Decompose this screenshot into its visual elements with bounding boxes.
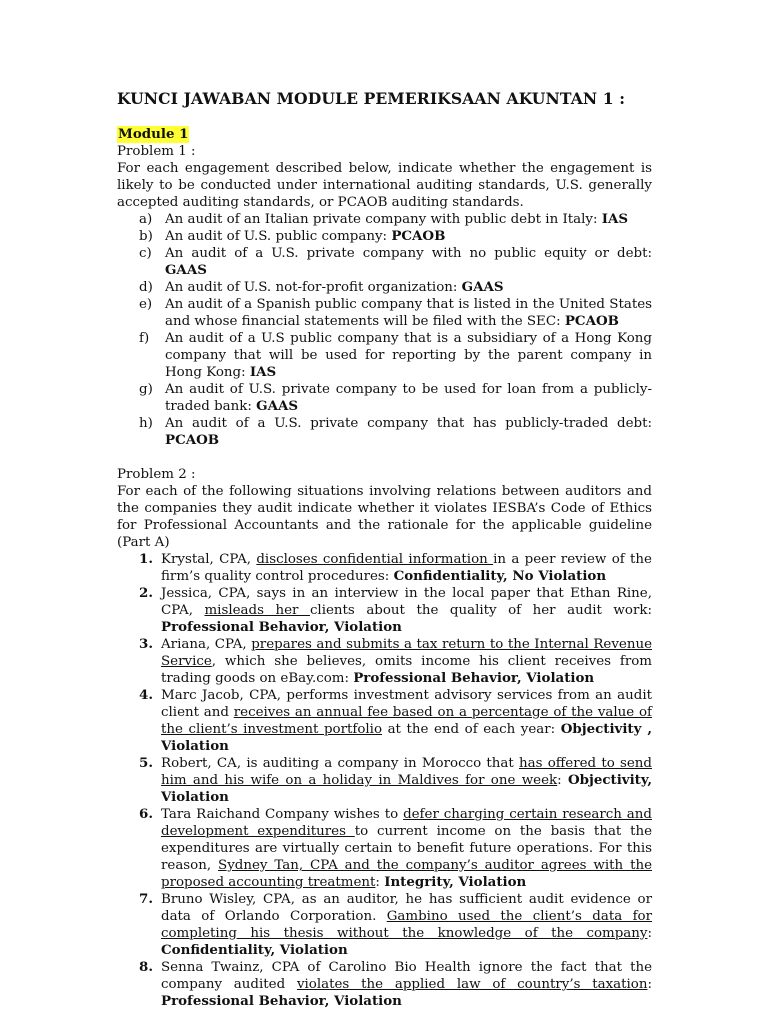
item-text: An audit of U.S. private company to be used for loan from a publicly-traded bank: [165,382,652,414]
list-item [117,636,652,687]
list-marker: 3. [139,636,153,652]
item-text: to current income on the basis that the expenditures are virtually certain to benefit future operations. For this reason, [161,824,653,873]
list-marker: 7. [139,891,153,907]
item-answer: GAAS [165,262,207,278]
item-answer: GAAS [461,279,504,295]
item-answer: Objectivity, Violation [161,772,652,805]
problem1-heading: Problem 1 : [117,144,196,159]
item-text: at the end of each year: [382,722,561,737]
list-item [117,806,652,891]
item-answer: IAS [601,211,629,227]
item-text: Bruno Wisley, CPA, as an auditor, he has sufficient audit evidence or data of Orlando Corporation. [161,892,652,924]
item-text: : [557,773,568,788]
underlined-phrase: violates the applied law of country’s taxation [296,977,648,992]
item-text: An audit of U.S. not-for-profit organization: [165,280,462,295]
problem2-list [117,551,652,1010]
problem1-list [117,211,652,449]
list-item [117,415,652,449]
problem2-heading: Problem 2 : [117,467,196,482]
list-marker: 6. [139,806,153,822]
item-text: : [375,875,385,890]
item-text: An audit of a U.S. private company that has publicly-traded debt: [165,416,652,431]
list-marker: b) [139,229,153,244]
underlined-phrase: discloses confidential information [256,552,494,567]
item-text: Robert, CA, is auditing a company in Morocco that [161,756,519,771]
item-text: Jessica, CPA, says in an interview in the local paper that Ethan Rine, CPA, [161,586,652,618]
list-marker: 2. [139,585,153,601]
underlined-phrase: defer charging certain research and development expenditures [161,807,652,839]
item-answer: Professional Behavior, Violation [161,993,402,1009]
item-answer: IAS [249,364,277,380]
item-text: An audit of a U.S. private company with no public equity or debt: [165,246,652,261]
list-marker: a) [139,212,153,227]
item-answer: PCAOB [391,228,446,244]
list-marker: 1. [139,551,153,567]
list-item [117,245,652,279]
item-answer: Professional Behavior, Violation [353,670,595,686]
list-item [117,959,652,1010]
item-answer: Confidentiality, Violation [161,942,348,958]
list-item [117,330,652,381]
item-text: Senna Twainz, CPA of Carolino Bio Health ignore the fact that the company audited [161,960,652,992]
item-text: Ariana, CPA, [161,637,252,652]
list-item [117,585,652,636]
item-text: clients about the quality of her audit work: [309,603,652,618]
list-marker: 5. [139,755,153,771]
item-answer: Professional Behavior, Violation [161,619,402,635]
underlined-phrase: receives an annual fee based on a percentage of the value of the client’s investment portfolio [161,705,653,737]
list-item [117,228,652,245]
list-marker: 4. [139,687,153,703]
list-marker: g) [139,382,153,397]
problem2-intro: For each of the following situations involving relations between auditors and the companies they audit indicate whether it violates IESBA’s Code of Ethics for Professional Accountants and the rationale for the applicable guideline (Part A) [117,484,652,550]
item-text: Krystal, CPA, [161,552,257,567]
module-heading [117,126,652,143]
list-item [117,551,652,585]
document-title: KUNCI JAWABAN MODULE PEMERIKSAAN AKUNTAN 1 : [117,89,626,108]
list-item [117,687,652,755]
item-text: Marc Jacob, CPA, performs investment advisory services from an audit client and [161,688,652,720]
item-answer: PCAOB [165,432,220,448]
item-text: Tara Raichand Company wishes to [161,807,404,822]
item-text: An audit of a U.S public company that is a subsidiary of a Hong Kong company that will be used for reporting by the parent company in Hong Kong: [165,331,652,380]
list-item [117,279,652,296]
document-body [117,89,652,1010]
list-item [117,211,652,228]
underlined-phrase: Gambino used the client’s data for completing his thesis without the knowledge of the company [161,909,652,941]
item-text: : [647,926,652,941]
item-text: An audit of a Spanish public company that is listed in the United States and whose financial statements will be filed with the SEC: [165,297,652,329]
list-marker: e) [139,297,153,312]
list-marker: h) [139,416,153,431]
list-item [117,296,652,330]
item-text: : [647,977,653,992]
item-answer: Objectivity , Violation [161,721,652,754]
underlined-phrase: has offered to send him and his wife on a holiday in Maldives for one week [161,756,652,788]
item-answer: GAAS [256,398,299,414]
list-item [117,891,652,959]
item-text: in a peer review of the firm’s quality control procedures: [161,552,652,584]
underlined-phrase: prepares and submits a tax return to the Internal Revenue Service [161,637,653,669]
list-marker: f) [139,331,150,346]
item-answer: PCAOB [564,313,619,329]
module-label-highlight: Module 1 [118,126,189,142]
list-item [117,381,652,415]
spacer [117,449,652,466]
list-marker: 8. [139,959,153,975]
item-text: , which she believes, omits income his client receives from trading goods on eBay.com: [161,654,652,686]
underlined-phrase: misleads her [204,603,310,618]
underlined-phrase: Sydney Tan, CPA and the company’s auditor agrees with the proposed accounting treatment [161,858,652,890]
item-answer: Integrity, Violation [384,874,527,890]
problem1-intro: For each engagement described below, indicate whether the engagement is likely to be conducted under international auditing standards, U.S. generally accepted auditing standards, or PCAOB auditing standards. [117,161,652,210]
item-text: An audit of an Italian private company with public debt in Italy: [165,212,602,227]
list-marker: c) [139,246,152,261]
item-answer: Confidentiality, No Violation [393,568,607,584]
list-item [117,755,652,806]
list-marker: d) [139,280,153,295]
item-text: An audit of U.S. public company: [165,229,392,244]
